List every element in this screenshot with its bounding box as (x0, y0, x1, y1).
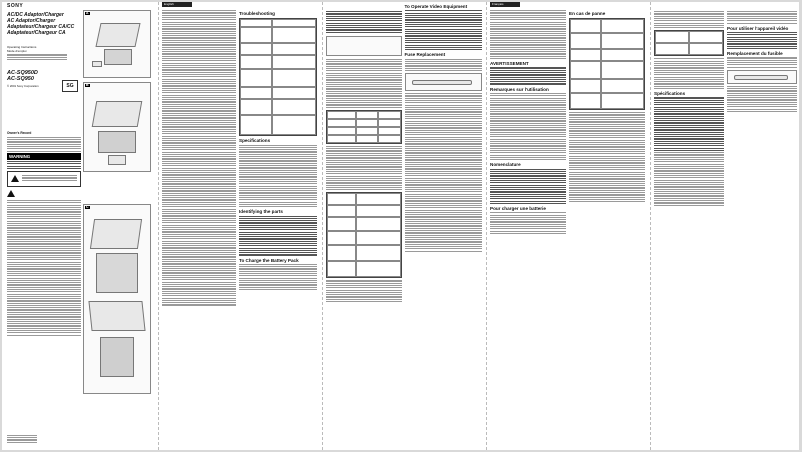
english-tab: English (162, 2, 192, 7)
figure-a (83, 10, 151, 78)
title-line-2: AC Adaptor/Charger (7, 18, 56, 25)
figure-c (83, 204, 151, 394)
title-line-3: Adaptateur/Chargeur CA/CC (7, 24, 75, 31)
cover-column (4, 2, 154, 450)
indicator-table (326, 192, 402, 278)
instructions-fr: Mode d'emploi (7, 48, 27, 53)
fuse-diagram (405, 73, 483, 91)
french-specs-column (652, 2, 799, 450)
cert-logo: SG (62, 80, 78, 92)
troubleshooting-table (239, 18, 317, 136)
owners-record-heading: Owner's Record (7, 131, 32, 135)
french-fuse-diagram (727, 70, 797, 84)
french-charge-heading: Pour charger une batterie (490, 205, 546, 211)
english-operation-column (324, 2, 484, 450)
charging-time-table (326, 110, 402, 144)
figure-b-label: B (86, 83, 89, 87)
charge-heading: To Charge the Battery Pack (239, 257, 299, 263)
en-cas-de-panne-heading: En cas de panne (569, 11, 606, 16)
model-b: AC-SQ950 (7, 76, 34, 83)
troubleshooting-heading: Troubleshooting (239, 11, 275, 16)
copyright: © 2001 Sony Corporation (7, 83, 39, 88)
nomenclature-heading: Nomenclature (490, 162, 521, 168)
warning-label: WARNING (7, 153, 81, 160)
lightning-triangle-icon (11, 175, 19, 182)
operate-heading: To Operate Video Equipment (404, 4, 468, 9)
exclaim-triangle-icon (7, 190, 15, 197)
fuse-heading: Fuse Replacement (404, 52, 446, 58)
instructions-list (7, 46, 67, 60)
figure-b (83, 82, 151, 172)
french-tab: Français (490, 2, 520, 7)
brand-logo: SONY (7, 3, 24, 9)
french-warning-heading: AVERTISSEMENT (490, 61, 529, 67)
battery-diagram (326, 36, 402, 56)
instructions-en: Operating Instructions (7, 45, 37, 50)
french-table-a (654, 30, 724, 56)
remarques-heading: Remarques sur l'utilisation (490, 86, 549, 92)
french-troubleshooting-table (569, 18, 645, 110)
video-heading: Pour utiliser l'appareil vidéo (727, 25, 789, 31)
manual-sheet (2, 2, 799, 450)
title-line-4: Adaptateur/Chargeur CA (7, 30, 66, 37)
french-specs-heading: Spécifications (654, 91, 686, 97)
french-column (488, 2, 648, 450)
figure-c-label: C (86, 205, 89, 209)
identifying-heading: Identifying the parts (239, 209, 283, 215)
english-column (160, 2, 320, 450)
specifications-heading: Specifications (239, 138, 271, 144)
french-fuse-heading: Remplacement du fusible (727, 51, 783, 57)
model-a: AC-SQ950D (7, 70, 38, 77)
caution-symbol-box (7, 171, 81, 187)
figure-a-label: A (86, 11, 89, 15)
title-line-1: AC/DC Adaptor/Charger (7, 12, 64, 19)
